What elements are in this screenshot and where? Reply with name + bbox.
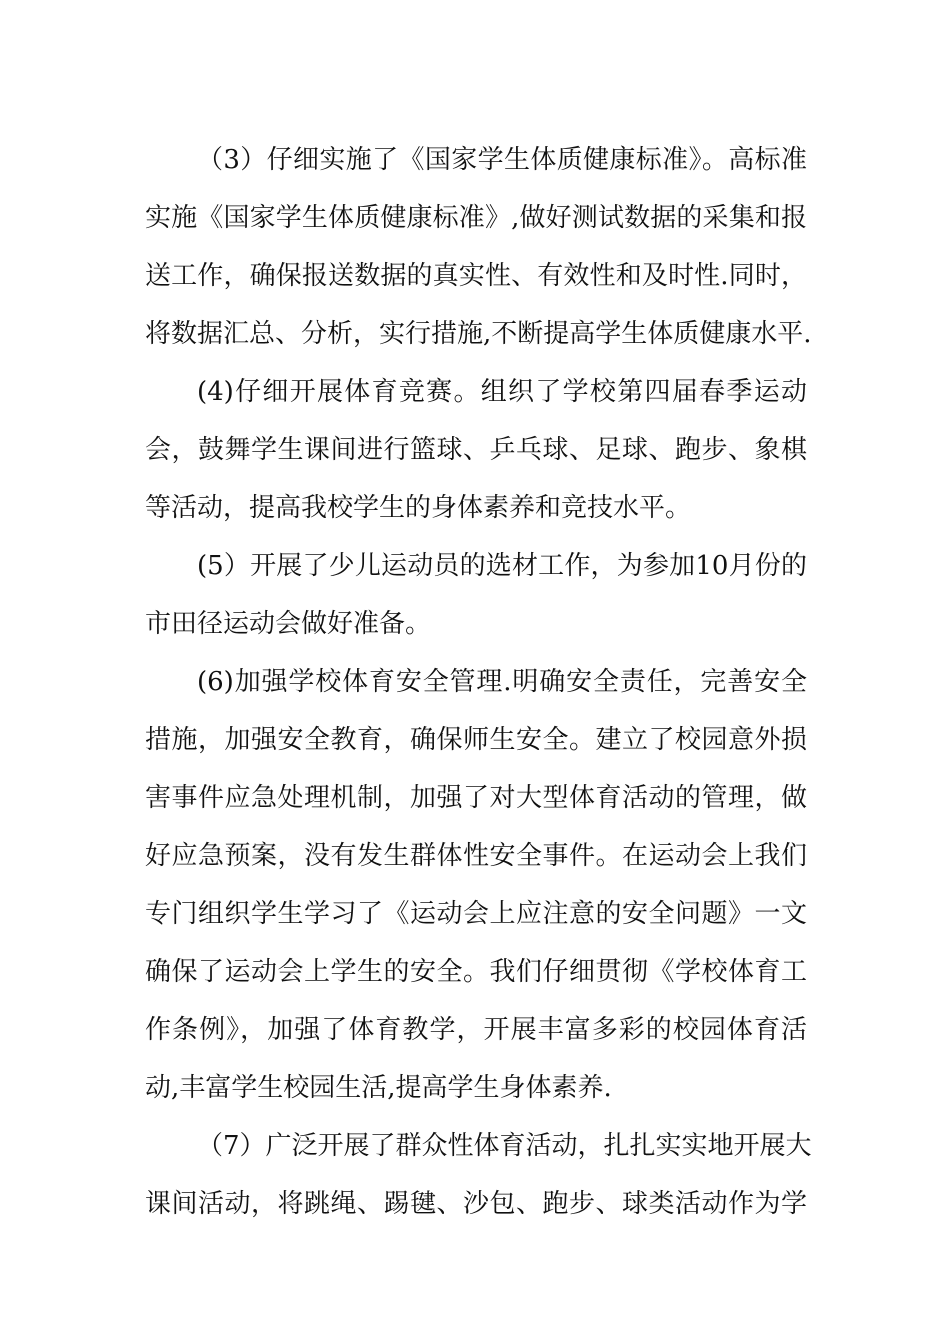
paragraph-6 (145, 653, 807, 1117)
text-line: （3）仔细实施了《国家学生体质健康标准》。高标准 (197, 145, 807, 175)
text-line: (5）开展了少儿运动员的选材工作，为参加10月份的 (197, 551, 807, 581)
text-line: （7）广泛开展了群众性体育活动，扎扎实实地开展大 (197, 1131, 812, 1161)
text-line: 措施，加强安全教育，确保师生安全。建立了校园意外损 (145, 725, 807, 755)
text-line: 好应急预案，没有发生群体性安全事件。在运动会上我们 (145, 841, 807, 871)
text-line: 专门组织学生学习了《运动会上应注意的安全问题》一文 (145, 899, 807, 929)
document-page (145, 131, 812, 1233)
text-line: 动,丰富学生校园生活,提高学生身体素养. (145, 1073, 612, 1103)
text-line: 市田径运动会做好准备。 (145, 609, 432, 639)
text-line: 实施《国家学生体质健康标准》,做好测试数据的采集和报 (145, 203, 807, 233)
text-line: 将数据汇总、分析，实行措施,不断提高学生体质健康水平. (145, 319, 812, 349)
text-line: 等活动，提高我校学生的身体素养和竞技水平。 (145, 493, 692, 523)
paragraph-4 (145, 363, 807, 537)
text-line: 作条例》，加强了体育教学，开展丰富多彩的校园体育活 (145, 1015, 807, 1045)
paragraph-7 (145, 1117, 812, 1233)
paragraph-5 (145, 537, 807, 653)
text-line: 害事件应急处理机制，加强了对大型体育活动的管理，做 (145, 783, 807, 813)
text-line: 会，鼓舞学生课间进行篮球、乒乓球、足球、跑步、象棋 (145, 435, 807, 465)
text-line: 确保了运动会上学生的安全。我们仔细贯彻《学校体育工 (145, 957, 807, 987)
text-line: 课间活动，将跳绳、踢毽、沙包、跑步、球类活动作为学 (145, 1189, 807, 1219)
text-line: (6)加强学校体育安全管理.明确安全责任，完善安全 (197, 667, 807, 697)
text-line: (4)仔细开展体育竞赛。组织了学校第四届春季运动 (197, 377, 807, 407)
paragraph-3 (145, 131, 812, 363)
text-line: 送工作，确保报送数据的真实性、有效性和及时性.同时， (145, 261, 807, 291)
